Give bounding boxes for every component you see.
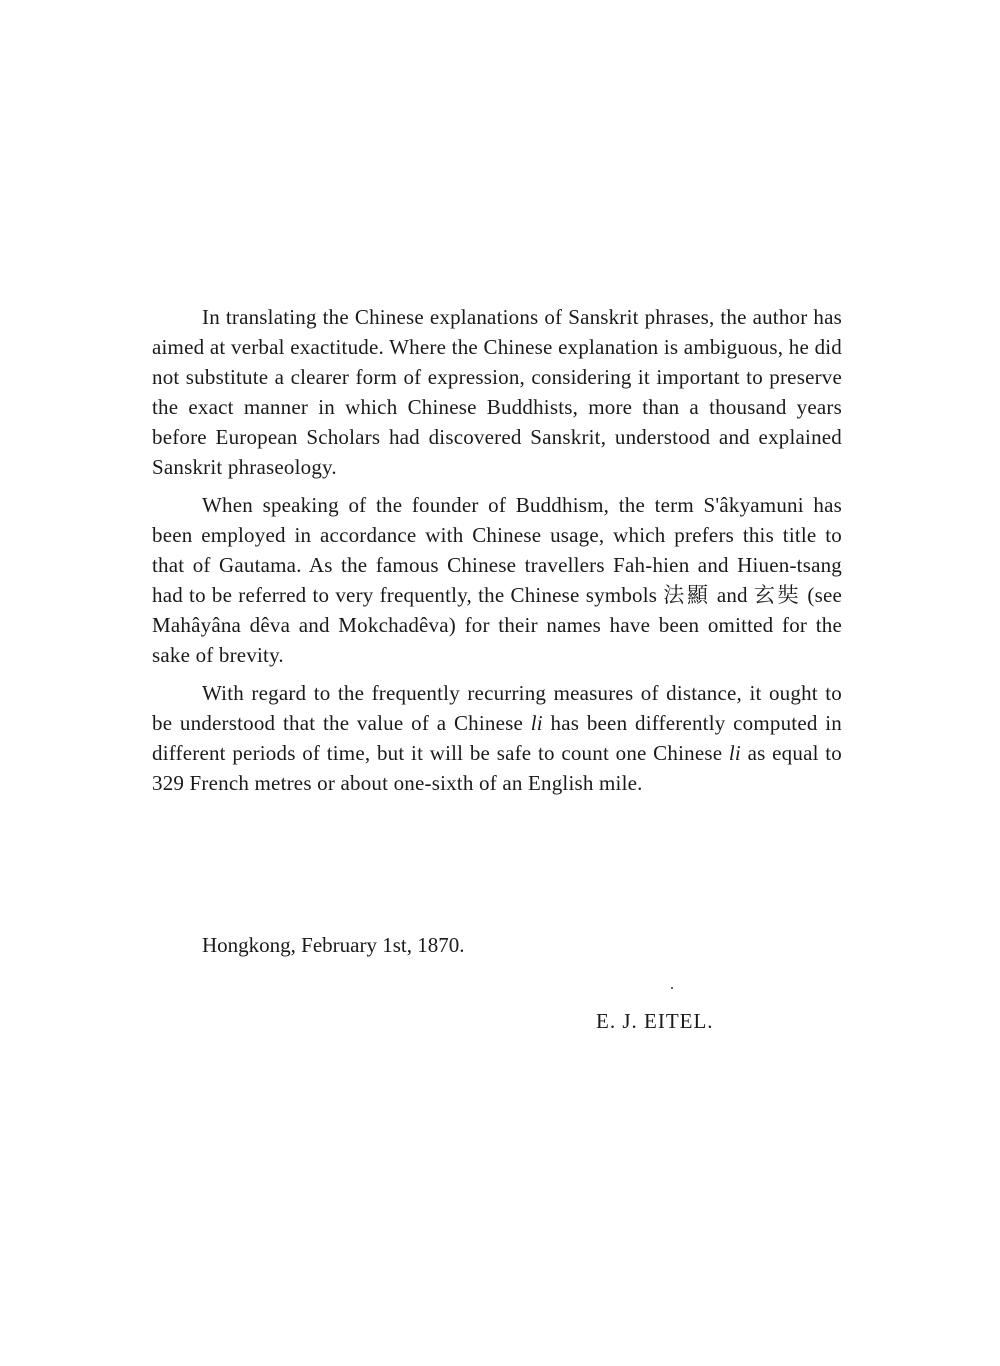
- place-and-date: Hongkong, February 1st, 1870.: [202, 933, 465, 957]
- paragraph-text: With regard to the frequently recurring measures of distance, it ought to be understood that the value of a Chinese: [152, 681, 842, 735]
- paragraph-text: as equal to 329 French metres or about one-sixth of an English mile.: [152, 741, 842, 795]
- italic-term-li: li: [728, 741, 741, 765]
- paragraph-text: has been differently computed in different periods of time, but it will be safe to count one Chinese: [152, 711, 842, 765]
- chinese-symbols-fah-hien: 法顯: [663, 583, 711, 607]
- conjunction-text: and: [716, 583, 748, 607]
- preface-body: [152, 302, 842, 806]
- paragraph-translation-method: [152, 302, 842, 482]
- paragraph-text: In translating the Chinese explanations of Sanskrit phrases, the author has aimed at verbal exactitude. Where the Chinese explanation is ambiguous, he did not substitute a clearer form of expression, considering it important to preserve the exact manner in which Chinese Buddhists, more than a thousand years before European Scholars had discovered Sanskrit, understood and explained Sanskrit phraseology.: [152, 305, 842, 479]
- chinese-symbols-hiuen-tsang: 玄奘: [753, 583, 802, 607]
- print-speck: [671, 987, 673, 989]
- paragraph-distance-measures: [152, 678, 842, 798]
- author-signature: E. J. EITEL.: [596, 1009, 714, 1033]
- paragraph-text: (see Mahâyâna dêva and Mokchadêva) for their names have been omitted for the sake of brevity.: [152, 583, 843, 667]
- italic-term-li: li: [530, 711, 543, 735]
- paragraph-text: When speaking of the founder of Buddhism, the term S'âkyamuni has been employed in accordance with Chinese usage, which prefers this title to that of Gautama. As the famous Chinese travellers Fah-hien and Hiuen-tsang had to be referred to very frequently, the Chinese symbols: [152, 493, 842, 607]
- paragraph-terminology: [152, 490, 842, 670]
